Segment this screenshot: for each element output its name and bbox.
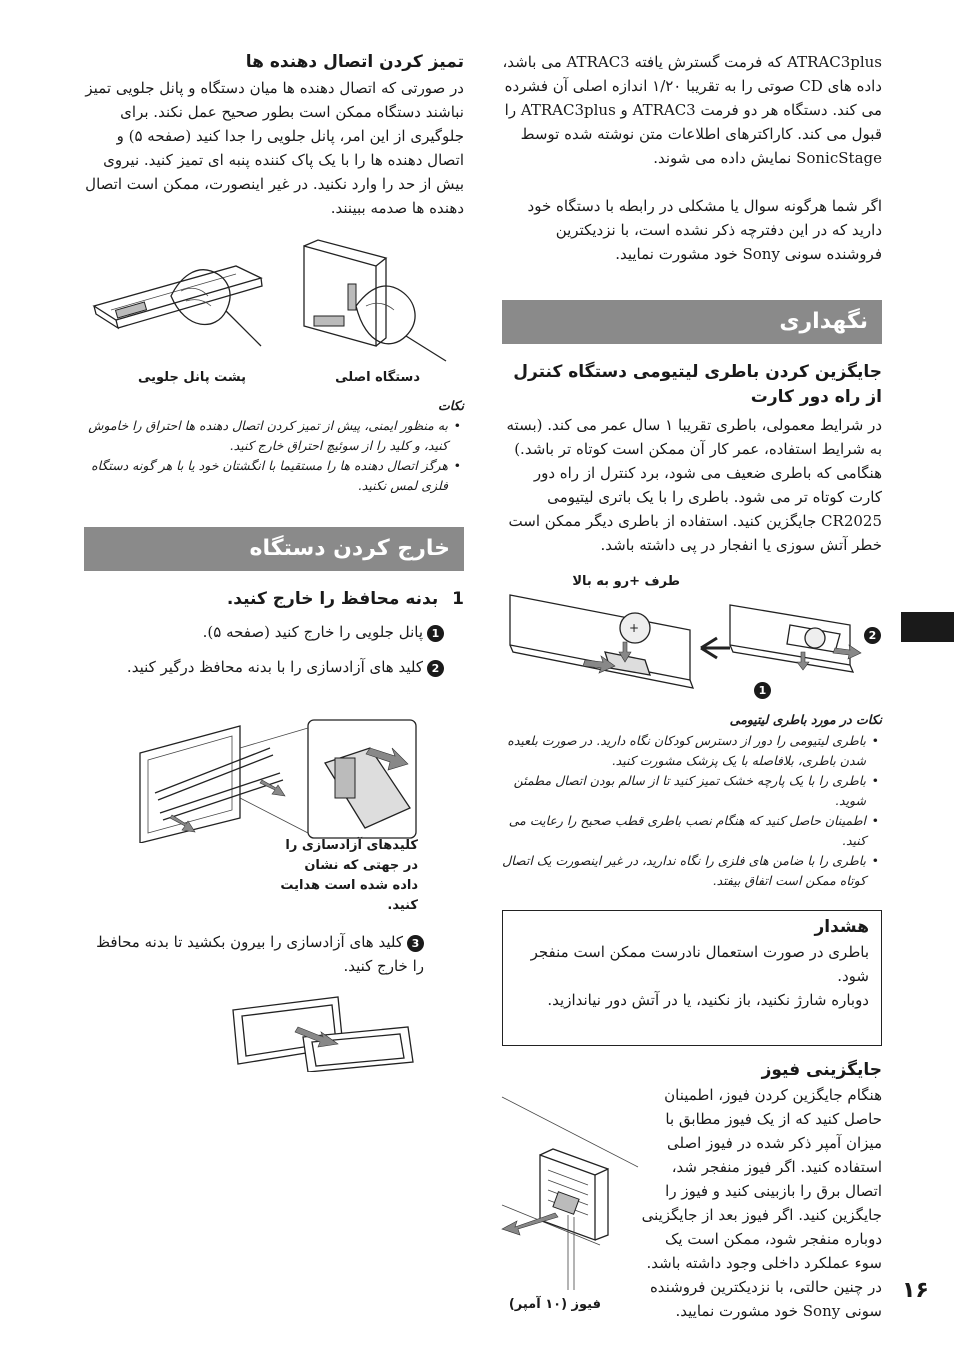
circled-number: 1 [754,682,771,699]
substep-1 [84,620,444,644]
step-number: 1 [452,589,464,609]
note-item: • هرگز اتصال دهنده ها را مستقیما با انگشتان خود یا با هر گونه دستگاه فلزی لمس نکنید. [84,456,448,496]
step-1 [84,587,464,612]
substep-text: کلید های آزادسازی را با بدنه محافظ درگیر کنید. [126,658,423,676]
release-keys-illustration [130,718,420,843]
release-keys-caption: کلیدهای آزادسازی را در جهتی که نشان داده شده است هدایت کنید. [280,838,418,913]
fuse-title: جایگزینی فیوز [761,1060,882,1080]
page-number: ۱۶ [902,1278,929,1303]
warning-line-2: دوباره شارژ نکنید، باز نکنید، یا در آتش دور نیاندازید. [547,991,869,1009]
protection-collar-illustration [228,992,418,1072]
battery-notes-title: نکات در مورد باطری لیتیومی [729,712,882,727]
cleaning-illustration [86,236,466,366]
note-item: • باطری را با یک پارچه خشک تمیز کنید تا از سالم بودن اتصال مطمئن شوید. [502,771,866,811]
caption-main-unit: دستگاه اصلی [335,370,420,385]
caption-front-panel-back: پشت پانل جلویی [137,370,246,385]
battery-title: جایگزین کردن باطری لیتیومی دستگاه کنترل از راه دور کارت [513,362,882,407]
circled-number: 3 [407,935,424,952]
section-banner-removing: خارج کردن دستگاه [84,527,464,571]
battery-step-2-marker [860,625,881,644]
warning-line-1: باطری در صورت استعمال نادرست ممکن است منفجر شود. [530,943,869,985]
section-banner-maintenance: نگهداری [502,300,882,344]
svg-text:+: + [629,621,640,635]
note-item: • باطری لیتیومی را دور از دسترس کودکان نگاه دارید. در صورت بلعیده شدن باطری، بلافاصله با یک پزشک مشورت کنید. [502,731,866,771]
circled-number: 2 [427,660,444,677]
intro-paragraph-2: اگر شما هرگونه سوال یا مشکلی در رابطه با دستگاه خود دارید که در این دفترچه ذکر نشده است، با نزدیکترین فروشنده سونی Sony خود مشورت نمایید. [527,197,882,263]
side-tab [901,612,954,642]
battery-body: در شرایط معمولی، باطری تقریبا ۱ سال عمر می کند. (بسته به شرایط استفاده، عمر کار آن ممکن است کوتاه تر باشد.) هنگامی که باطری ضعیف می شود، برد کنترل از راه دور کارت کوتاه تر می شود. باطری را با یک باتری لیتیومی CR2025 جایگزین کنید. استفاده از باطری دیگر ممکن است خطر آتش سوزی یا انفجار در پی داشته باشد. [506,416,882,554]
battery-figure-label: طرف +رو به بالا [572,574,680,589]
warning-title: هشدار [814,917,869,937]
fuse-illustration [500,1095,640,1310]
cleaning-notes-title: نکات [438,398,464,413]
fuse-caption: فیوز (۱۰ آمپر) [508,1297,601,1312]
step-title: بدنه محافظ را خارج کنید. [226,589,439,609]
substep-3 [84,930,424,978]
cleaning-body: در صورتی که اتصال دهنده ها میان دستگاه و پانل جلویی تمیز نباشند دستگاه ممکن است بطور صحیح عمل نکند. برای جلوگیری از این امر، پانل جلویی را جدا کنید (صفحه ۵) و اتصال دهنده ها را با یک پاک کننده پنبه ای تمیز کنید. نیروی بیش از حد را وارد نکنید. در غیر اینصورت، ممکن است اتصال دهنده ها صدمه ببینند. [85,79,464,217]
note-item: • باطری را با ضامن های فلزی را نگاه ندارید، در غیر اینصورت یک اتصال کوتاه ممکن است اتفاق بیفتد. [502,851,866,891]
note-item: • اطمینان حاصل کنید که هنگام نصب باطری قطب صحیح را رعایت می کنید. [502,811,866,851]
substep-2 [84,655,444,679]
battery-illustration [505,590,885,700]
substep-text: پانل جلویی را خارج کنید (صفحه ۵). [202,623,423,641]
battery-notes [502,731,882,891]
circled-number: 1 [427,625,444,642]
substep-text: کلید های آزادسازی را بیرون بکشید تا بدنه محافظ را خارج کنید. [96,933,424,975]
circled-number: 2 [864,627,881,644]
fuse-body: هنگام جایگزین کردن فیوز، اطمینان حاصل کنید که از یک فیوز مطابق با میزان آمپر ذکر شده در فیوز اصلی استفاده کنید. اگر فیوز منفجر شد، اتصال برق را بازبینی کنید و فیوز را جایگزین کنید. اگر فیوز بعد از جایگزینی دوباره منفجر شود، ممکن است یک سوء عملکرد داخلی وجود داشته باشد. در چنین حالتی، با نزدیکترین فروشنده سونی Sony خود مشورت نمایید. [641,1086,882,1320]
note-item: • به منظور ایمنی، پیش از تمیز کردن اتصال دهنده ها احتراق را خاموش کنید، و کلید را از سوئیچ احتراق خارج کنید. [84,416,448,456]
battery-step-1-marker [750,680,771,699]
cleaning-title: تمیز کردن اتصال دهنده ها [245,52,464,72]
warning-box [502,910,882,1046]
cleaning-notes [84,416,464,496]
intro-paragraph-1: ATRAC3plus که فرمت گسترش یافته ATRAC3 می باشد، داده های CD صوتی را به تقریبا ۱/۲۰ اندازه اصلی آن فشرده می کند. دستگاه هر دو فرمت ATRAC3 و ATRAC3plus را قبول می کند. کاراکترهای اطلاعات متن نوشته شده توسط SonicStage نمایش داده می شوند. [502,53,882,167]
